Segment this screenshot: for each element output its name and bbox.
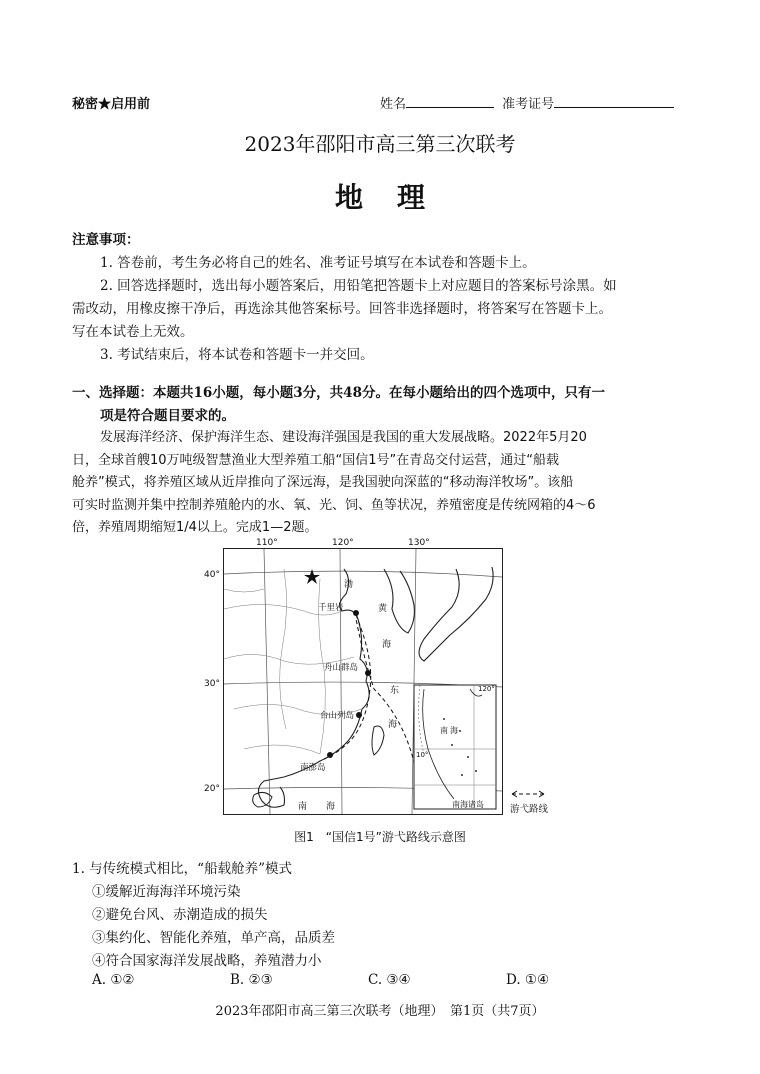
passage-line: 倍，养殖周期缩短1/4以上。完成1—2题。 (72, 520, 318, 535)
route-map (223, 548, 503, 815)
passage (72, 427, 692, 540)
sea-label: 黄 (378, 604, 388, 614)
inset-label: 南海诸岛 (452, 800, 484, 809)
passage-line: 可实时监测并集中控制养殖舱内的水、氧、光、饲、鱼等状况，养殖密度是传统网箱的4～6 (72, 497, 596, 513)
inset-label: 海 (450, 726, 458, 735)
passage-line: 日，全球首艘10万吨级智慧渔业大型养殖工船“国信1号”在青岛交付运营，通过“船载 (72, 452, 560, 468)
notice-item: 需改动，用橡皮擦干净后，再选涂其他答案标号。回答非选择题时，将答案写在答题卡上。 (72, 301, 612, 317)
place-label: 舟山群岛 (324, 663, 359, 673)
notice-item: 3. 考试结束后，将本试卷和答题卡一并交回。 (100, 347, 374, 363)
passage-line: 发展海洋经济、保护海洋生态、建设海洋强国是我国的重大发展战略。2022年5月20 (100, 430, 587, 445)
sea-label: 海 (382, 640, 392, 650)
place-label: 千里岩 (318, 603, 344, 613)
lat-label: 40° (204, 570, 220, 580)
lon-label: 120° (332, 538, 354, 548)
sea-label: 东 (390, 686, 400, 696)
exam-id-label: 准考证号 (502, 97, 555, 112)
inset-label: 南 (440, 726, 448, 735)
inset-label: 120° (478, 685, 495, 693)
question-item: ②避免台风、赤潮造成的损失 (92, 907, 268, 923)
sea-label: 渤 (344, 580, 354, 590)
candidate-info (380, 93, 674, 112)
lon-label: 130° (408, 538, 430, 548)
option-d: D. ①④ (506, 972, 550, 988)
option-a: A. ①② (92, 972, 135, 988)
question-stem: 1. 与传统模式相比，“船载舱养”模式 (72, 861, 292, 877)
place-label: 南澎岛 (300, 763, 326, 773)
exam-title: 2023年邵阳市高三第三次联考 (244, 132, 516, 156)
section-heading (72, 382, 692, 428)
name-blank (406, 94, 494, 108)
route-legend-symbol (510, 789, 546, 799)
page-footer: 2023年邵阳市高三第三次联考（地理） 第1页（共7页） (215, 1004, 545, 1019)
question-item: ④符合国家海洋发展战略，养殖潜力小 (92, 953, 322, 969)
notice-item: 2. 回答选择题时，选出每小题答案后，用铅笔把答题卡上对应题目的答案标号涂黑。如 (100, 278, 617, 294)
notice-item: 1. 答卷前，考生务必将自己的姓名、准考证号填写在本试卷和答题卡上。 (100, 255, 536, 271)
sea-label: 海 (388, 720, 398, 730)
question-item: ①缓解近海海洋环境污染 (92, 884, 241, 900)
exam-id-blank (554, 94, 674, 108)
notice-item: 写在本试卷上无效。 (72, 324, 194, 340)
secret-label: 秘密★启用前 (72, 97, 151, 112)
legend-label: 游弋路线 (510, 804, 549, 815)
lat-label: 30° (204, 679, 220, 689)
sea-label: 海 (326, 802, 336, 812)
section-line: 一、选择题：本题共16小题，每小题3分，共48分。在每小题给出的四个选项中，只有一 (72, 385, 605, 401)
subject-title: 地理 (334, 181, 459, 214)
lat-label: 20° (204, 784, 220, 794)
name-label: 姓名 (380, 97, 407, 112)
lon-label: 110° (256, 538, 278, 548)
question-item: ③集约化、智能化养殖，单产高，品质差 (92, 930, 335, 946)
notice-title: 注意事项： (72, 232, 140, 248)
sea-label: 南 (298, 802, 308, 812)
map-drawing (224, 549, 502, 814)
passage-line: 舱养”模式，将养殖区域从近岸推向了深远海，是我国驶向深蓝的“移动海洋牧场”。该船 (72, 475, 574, 490)
inset-label: 10° (416, 751, 429, 759)
figure-caption: 图1 “国信1号”游弋路线示意图 (294, 830, 466, 844)
section-line: 项是符合题目要求的。 (100, 408, 235, 424)
option-c: C. ③④ (368, 972, 411, 988)
option-b: B. ②③ (230, 972, 273, 988)
place-label: 台山列岛 (320, 711, 355, 721)
notice-section (72, 229, 692, 367)
